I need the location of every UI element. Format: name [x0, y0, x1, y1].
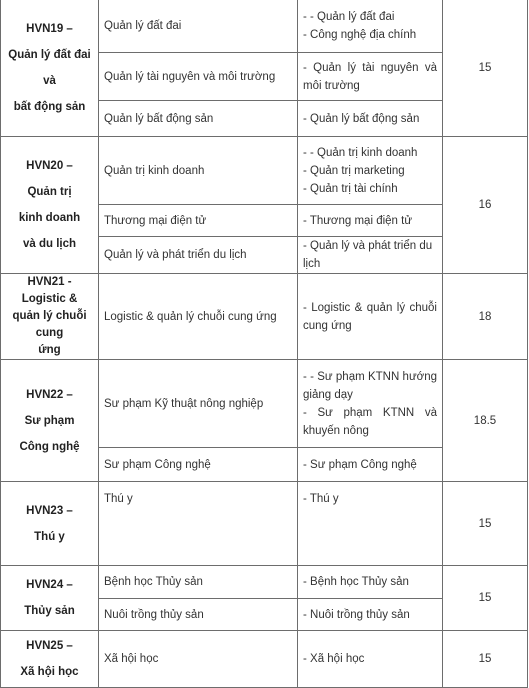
major-name-cell: Quản lý bất động sản — [99, 101, 298, 137]
major-name-cell: Quản lý đất đai — [99, 0, 298, 53]
major-detail-cell: - Thú y — [298, 482, 443, 566]
table-row — [1, 360, 528, 448]
group-code-cell: HVN19 – Quản lý đất đai và bất động sản — [1, 0, 99, 137]
major-detail-cell: - - Quản trị kinh doanh - Quản trị marketing - Quản trị tài chính — [298, 137, 443, 205]
group-code-cell: HVN22 – Sư phạm Công nghệ — [1, 360, 99, 482]
group-code-cell: HVN25 – Xã hội học — [1, 631, 99, 688]
major-name-cell: Logistic & quản lý chuỗi cung ứng — [99, 274, 298, 360]
score-cell: 16 — [443, 137, 528, 274]
major-detail-cell: - Quản lý và phát triển du lịch — [298, 237, 443, 274]
group-code-cell: HVN20 – Quản trị kinh doanh và du lịch — [1, 137, 99, 274]
major-name-cell: Quản lý tài nguyên và môi trường — [99, 53, 298, 101]
major-detail-cell: - Xã hội học — [298, 631, 443, 688]
major-detail-cell: - Nuôi trồng thủy sản — [298, 599, 443, 631]
major-detail-cell: - - Sư phạm KTNN hướng giảng dạy - Sư phạm KTNN và khuyến nông — [298, 360, 443, 448]
major-name-cell: Sư phạm Công nghệ — [99, 448, 298, 482]
major-detail-cell: - - Quản lý đất đai - Công nghệ địa chính — [298, 0, 443, 53]
major-name-cell: Xã hội học — [99, 631, 298, 688]
score-cell: 15 — [443, 482, 528, 566]
major-detail-cell: - Bệnh học Thủy sản — [298, 566, 443, 599]
score-cell: 15 — [443, 631, 528, 688]
score-cell: 18 — [443, 274, 528, 360]
group-code-cell: HVN21 - Logistic & quản lý chuỗi cung ứng — [1, 274, 99, 360]
table-row — [1, 0, 528, 53]
major-name-cell: Nuôi trồng thủy sản — [99, 599, 298, 631]
group-code-cell: HVN23 – Thú y — [1, 482, 99, 566]
score-cell: 15 — [443, 566, 528, 631]
group-code-cell: HVN24 – Thủy sản — [1, 566, 99, 631]
table-row — [1, 631, 528, 688]
table-row — [1, 566, 528, 599]
score-cell: 15 — [443, 0, 528, 137]
score-cell: 18.5 — [443, 360, 528, 482]
table-row — [1, 137, 528, 205]
major-name-cell: Thương mại điện tử — [99, 205, 298, 237]
major-name-cell: Sư phạm Kỹ thuật nông nghiệp — [99, 360, 298, 448]
major-detail-cell: - Quản lý tài nguyên và môi trường — [298, 53, 443, 101]
major-detail-cell: - Logistic & quản lý chuỗi cung ứng — [298, 274, 443, 360]
major-name-cell: Quản lý và phát triển du lịch — [99, 237, 298, 274]
major-detail-cell: - Sư phạm Công nghệ — [298, 448, 443, 482]
major-name-cell: Quản trị kinh doanh — [99, 137, 298, 205]
table-row — [1, 274, 528, 360]
major-name-cell: Thú y — [99, 482, 298, 566]
major-detail-cell: - Thương mại điện tử — [298, 205, 443, 237]
table-row — [1, 482, 528, 566]
major-name-cell: Bệnh học Thủy sản — [99, 566, 298, 599]
major-detail-cell: - Quản lý bất động sản — [298, 101, 443, 137]
